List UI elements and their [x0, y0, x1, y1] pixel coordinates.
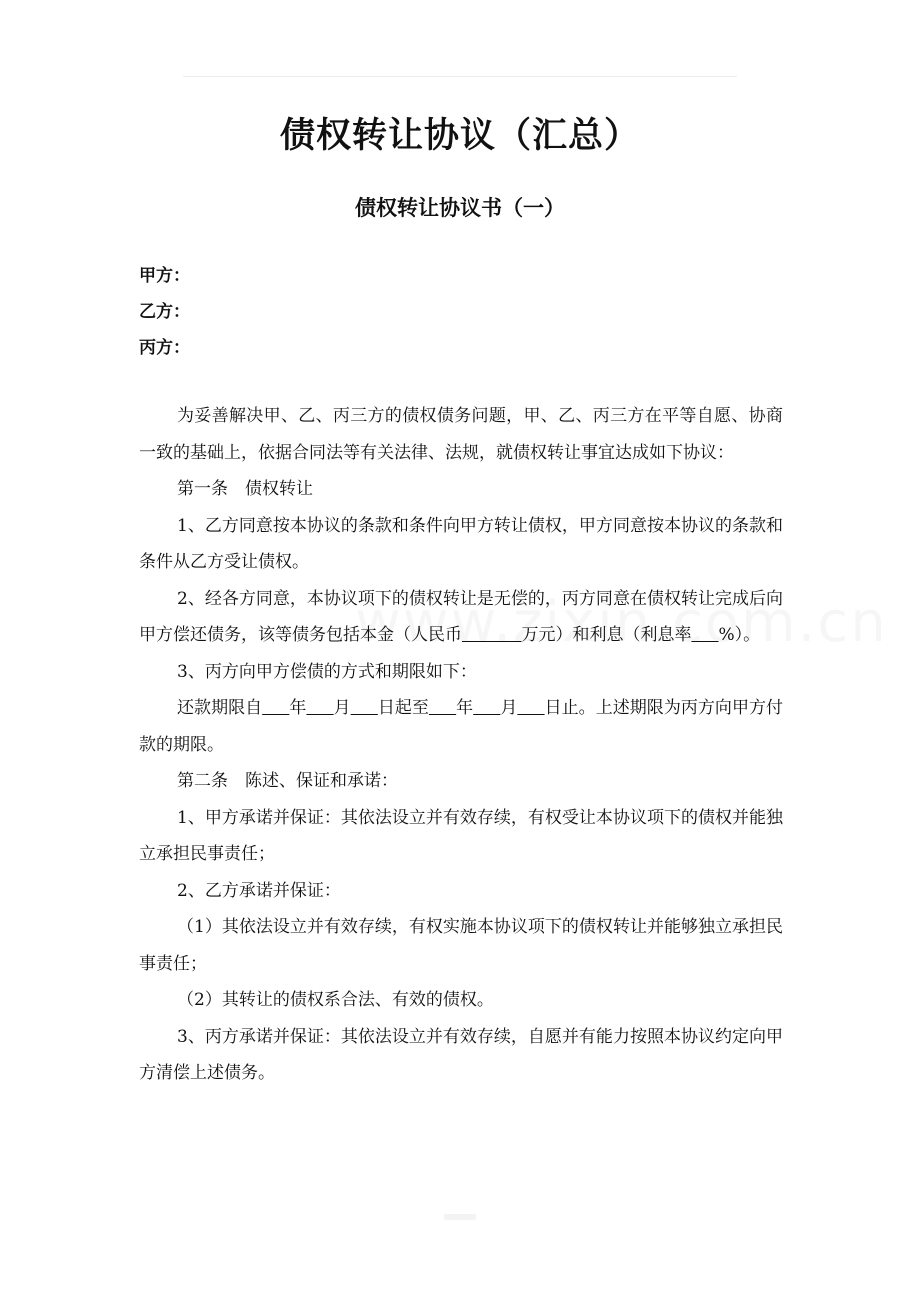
- article1-clause1: 1、乙方同意按本协议的条款和条件向甲方转让债权，甲方同意按本协议的条款和条件从乙方受让债权。: [139, 515, 783, 572]
- party-c: 丙方：: [139, 338, 190, 358]
- end-year-blank: [429, 698, 456, 718]
- term-day2: 日止。上述期限为丙方向甲方付款的期限。: [139, 698, 784, 755]
- start-day-blank: [351, 698, 378, 718]
- article2-sub1: （1）其依法设立并有效存续，有权实施本协议项下的债权转让并能够独立承担民事责任；: [139, 917, 783, 974]
- article1-clause3: 3、丙方向甲方偿债的方式和期限如下：: [177, 661, 477, 682]
- repayment-term: [139, 690, 783, 763]
- principal-blank: [462, 625, 521, 645]
- document-title: 债权转让协议（汇总）: [279, 116, 640, 156]
- term-year1: 年: [289, 698, 307, 718]
- start-year-blank: [262, 698, 289, 718]
- document-subtitle: 债权转让协议书（一）: [355, 196, 565, 220]
- article2-sub2: （2）其转让的债权系合法、有效的债权。: [177, 990, 494, 1010]
- article2-clause1: 1、甲方承诺并保证：其依法设立并有效存续，有权受让本协议项下的债权并能独立承担民事责任；: [139, 807, 783, 864]
- end-day-blank: [517, 698, 544, 718]
- article2-heading: 第二条 陈述、保证和承诺：: [177, 771, 398, 791]
- term-text-a: 还款期限自: [177, 698, 263, 718]
- article2-clause2: 2、乙方承诺并保证：: [177, 880, 341, 901]
- party-a: 甲方：: [139, 266, 190, 286]
- article1-heading: 第一条 债权转让: [177, 479, 313, 499]
- clause2-text-a: 2、经各方同意，本协议项下的债权转让是无偿的，丙方同意在债权转让完成后向甲方偿还债务，该等债务包括本金（人民币: [139, 588, 783, 645]
- term-day1: 日起至: [377, 698, 429, 718]
- term-year2: 年: [456, 698, 474, 718]
- clause2-text-b: 万元）和利息（利息率: [521, 625, 692, 645]
- article1-clause2: [139, 581, 783, 654]
- parties-block: [139, 258, 439, 366]
- rate-blank: [691, 625, 718, 645]
- intro-paragraph: 为妥善解决甲、乙、丙三方的债权债务问题，甲、乙、丙三方在平等自愿、协商一致的基础上，依据合同法等有关法律、法规，就债权转让事宜达成如下协议：: [139, 406, 783, 463]
- footer-mark: [444, 1214, 476, 1220]
- clause2-text-c: %）。: [718, 625, 761, 645]
- term-month2: 月: [500, 698, 518, 718]
- term-month1: 月: [333, 698, 351, 718]
- header-rule: [183, 76, 737, 77]
- start-month-blank: [306, 698, 333, 718]
- document-body: [139, 398, 783, 1092]
- party-b: 乙方：: [139, 302, 190, 322]
- article2-clause3: 3、丙方承诺并保证：其依法设立并有效存续，自愿并有能力按照本协议约定向甲方清偿上述债务。: [139, 1026, 783, 1083]
- end-month-blank: [473, 698, 500, 718]
